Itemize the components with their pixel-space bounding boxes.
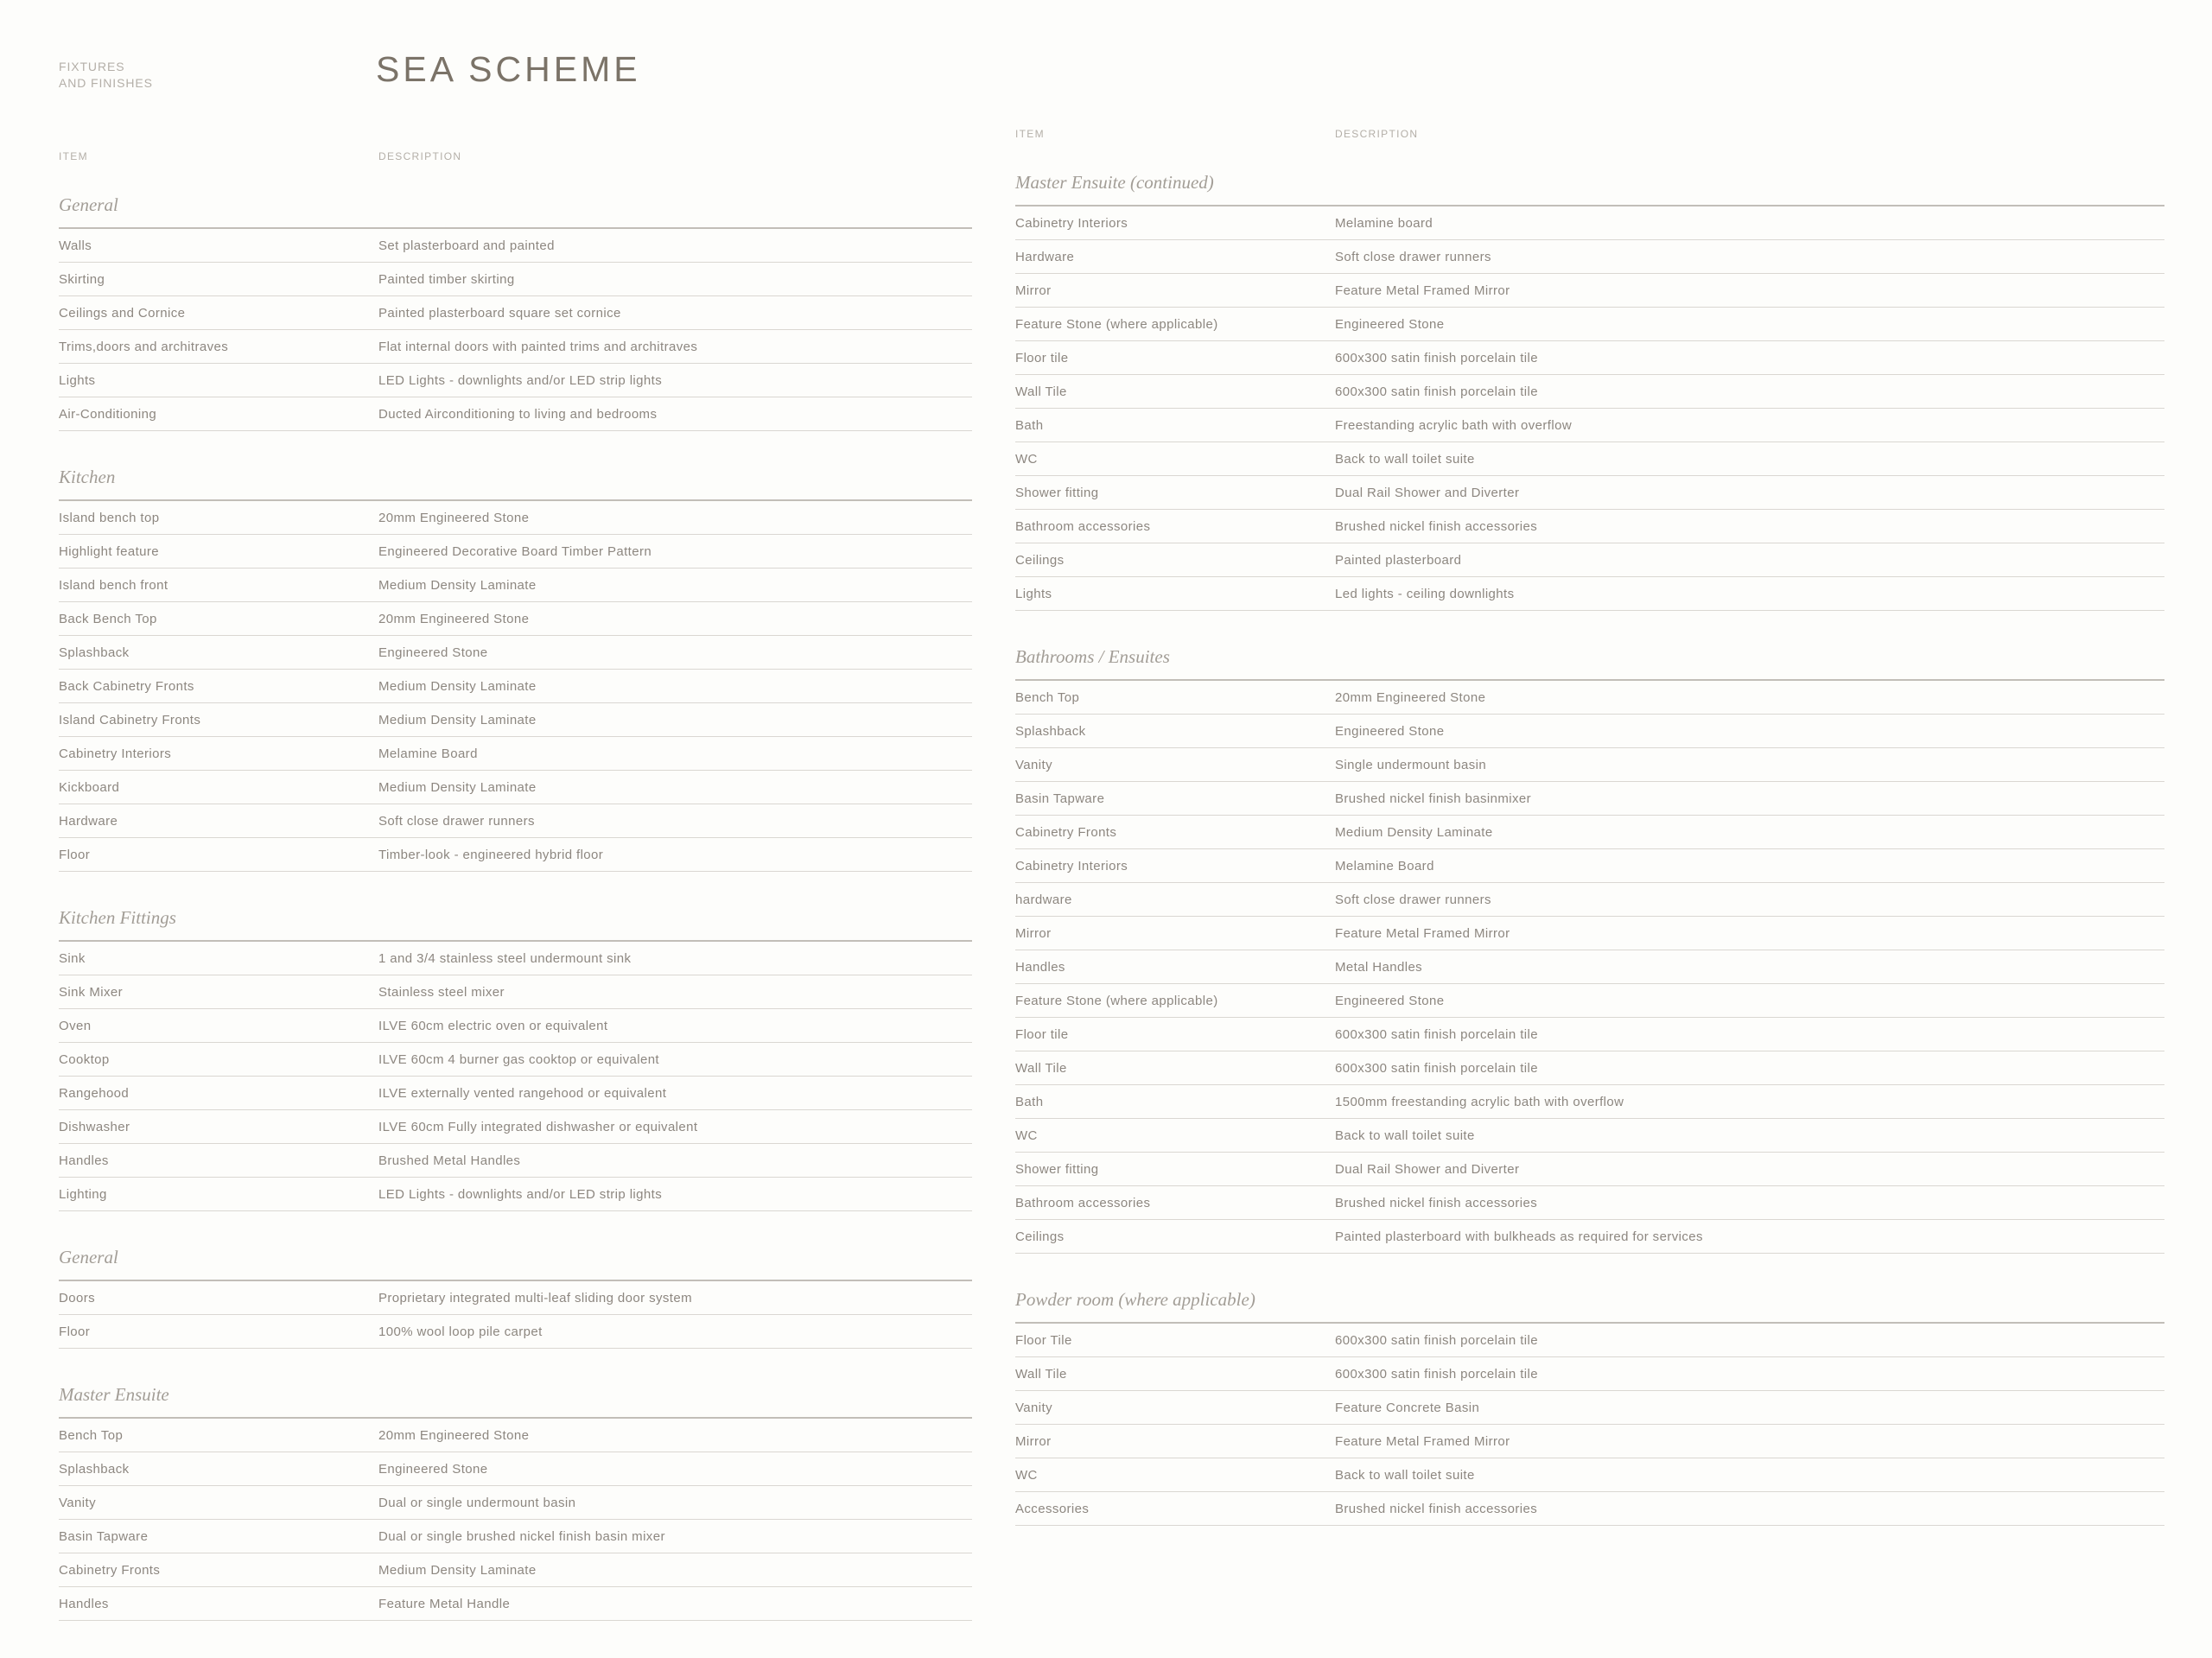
item-cell: hardware <box>1015 892 1072 907</box>
item-cell: Hardware <box>1015 249 1075 264</box>
section <box>59 906 972 1211</box>
table-row <box>1015 1391 2164 1425</box>
item-cell: Back Bench Top <box>59 611 157 626</box>
description-cell: ILVE 60cm 4 burner gas cooktop or equivalent <box>378 1051 660 1067</box>
description-cell: Single undermount basin <box>1335 757 1487 772</box>
section <box>1015 1288 2164 1526</box>
section-title: Master Ensuite (continued) <box>1015 171 2164 206</box>
description-cell: Dual or single brushed nickel finish basin mixer <box>378 1528 665 1544</box>
table-row <box>59 535 972 569</box>
description-cell: Back to wall toilet suite <box>1335 451 1475 467</box>
table-row <box>59 569 972 602</box>
item-cell: Floor <box>59 1324 91 1339</box>
table-row <box>1015 782 2164 816</box>
table-row <box>59 771 972 804</box>
table-row <box>1015 883 2164 917</box>
table-row <box>1015 206 2164 240</box>
item-cell: Shower fitting <box>1015 485 1099 500</box>
table-row <box>1015 543 2164 577</box>
table-row <box>59 330 972 364</box>
item-cell: Vanity <box>1015 757 1052 772</box>
table-row <box>59 364 972 397</box>
table-row <box>1015 1153 2164 1186</box>
table-row <box>59 602 972 636</box>
table-row <box>59 1110 972 1144</box>
section <box>1015 171 2164 611</box>
section-title: General <box>59 1246 972 1281</box>
description-cell: Melamine Board <box>378 746 478 761</box>
table-row <box>59 1419 972 1452</box>
description-cell: Brushed Metal Handles <box>378 1153 521 1168</box>
table-row <box>1015 715 2164 748</box>
table-row <box>1015 510 2164 543</box>
description-cell: Proprietary integrated multi-leaf sliding door system <box>378 1290 693 1305</box>
table-row <box>59 501 972 535</box>
description-cell: 600x300 satin finish porcelain tile <box>1335 384 1538 399</box>
item-cell: Wall Tile <box>1015 1366 1067 1382</box>
table-row <box>1015 816 2164 849</box>
table-row <box>1015 681 2164 715</box>
table-row <box>59 1315 972 1349</box>
item-cell: Kickboard <box>59 779 120 795</box>
description-cell: Melamine board <box>1335 215 1433 231</box>
page-title: SEA SCHEME <box>376 49 641 89</box>
table-row <box>59 1452 972 1486</box>
table-row <box>1015 1186 2164 1220</box>
description-cell: Medium Density Laminate <box>378 712 537 727</box>
item-cell: Rangehood <box>59 1085 130 1101</box>
description-cell: ILVE 60cm electric oven or equivalent <box>378 1018 608 1033</box>
table-row <box>1015 1357 2164 1391</box>
table-row <box>59 1281 972 1315</box>
table-row <box>59 636 972 670</box>
table-row <box>59 703 972 737</box>
eyebrow-line-1: FIXTURES <box>59 60 125 73</box>
description-column-header: DESCRIPTION <box>378 150 462 162</box>
item-column-header: ITEM <box>1015 128 1045 140</box>
section <box>59 1383 972 1621</box>
item-cell: Accessories <box>1015 1501 1090 1516</box>
table-row <box>1015 442 2164 476</box>
description-cell: Ducted Airconditioning to living and bedrooms <box>378 406 658 422</box>
table-row <box>59 942 972 975</box>
description-cell: Painted plasterboard square set cornice <box>378 305 621 321</box>
item-cell: Basin Tapware <box>59 1528 149 1544</box>
table-row <box>59 229 972 263</box>
description-cell: Flat internal doors with painted trims and architraves <box>378 339 698 354</box>
item-cell: Cabinetry Interiors <box>1015 215 1128 231</box>
table-row <box>59 296 972 330</box>
description-cell: Soft close drawer runners <box>1335 249 1491 264</box>
section-title: Kitchen Fittings <box>59 906 972 942</box>
description-cell: Engineered Stone <box>378 1461 488 1477</box>
table-row <box>1015 917 2164 950</box>
description-cell: Freestanding acrylic bath with overflow <box>1335 417 1573 433</box>
description-cell: Medium Density Laminate <box>378 577 537 593</box>
item-cell: Handles <box>59 1153 109 1168</box>
item-cell: Bathroom accessories <box>1015 1195 1151 1210</box>
item-cell: Sink <box>59 950 86 966</box>
item-cell: Basin Tapware <box>1015 791 1105 806</box>
item-cell: Handles <box>59 1596 109 1611</box>
table-row <box>1015 341 2164 375</box>
item-cell: Vanity <box>59 1495 96 1510</box>
item-cell: Wall Tile <box>1015 384 1067 399</box>
description-cell: Brushed nickel finish accessories <box>1335 1195 1538 1210</box>
description-cell: LED Lights - downlights and/or LED strip lights <box>378 372 663 388</box>
table-row <box>59 1486 972 1520</box>
description-cell: Brushed nickel finish accessories <box>1335 518 1538 534</box>
description-cell: Feature Metal Framed Mirror <box>1335 1433 1510 1449</box>
table-row <box>59 670 972 703</box>
description-cell: Dual Rail Shower and Diverter <box>1335 1161 1520 1177</box>
item-cell: Island Cabinetry Fronts <box>59 712 201 727</box>
item-cell: Cabinetry Interiors <box>59 746 172 761</box>
eyebrow-line-2: AND FINISHES <box>59 76 153 90</box>
item-cell: Bench Top <box>59 1427 124 1443</box>
description-cell: Engineered Stone <box>1335 723 1445 739</box>
section <box>1015 645 2164 1254</box>
description-cell: 20mm Engineered Stone <box>378 1427 530 1443</box>
item-cell: Bath <box>1015 417 1044 433</box>
table-row <box>1015 476 2164 510</box>
description-cell: 600x300 satin finish porcelain tile <box>1335 1060 1538 1076</box>
item-cell: Lights <box>1015 586 1052 601</box>
description-cell: Brushed nickel finish basinmixer <box>1335 791 1532 806</box>
description-cell: Led lights - ceiling downlights <box>1335 586 1515 601</box>
description-cell: Back to wall toilet suite <box>1335 1128 1475 1143</box>
table-row <box>1015 1220 2164 1254</box>
table-row <box>59 1553 972 1587</box>
item-column-header: ITEM <box>59 150 88 162</box>
description-cell: 1 and 3/4 stainless steel undermount sink <box>378 950 632 966</box>
item-cell: Bath <box>1015 1094 1044 1109</box>
table-row <box>59 1144 972 1178</box>
item-cell: Oven <box>59 1018 92 1033</box>
description-cell: Feature Metal Framed Mirror <box>1335 283 1510 298</box>
item-cell: WC <box>1015 1467 1038 1483</box>
table-row <box>1015 1085 2164 1119</box>
description-cell: 600x300 satin finish porcelain tile <box>1335 350 1538 365</box>
description-cell: 600x300 satin finish porcelain tile <box>1335 1332 1538 1348</box>
table-row <box>59 1587 972 1621</box>
section-title: General <box>59 194 972 229</box>
item-cell: Walls <box>59 238 92 253</box>
description-cell: Painted plasterboard with bulkheads as required for services <box>1335 1229 1703 1244</box>
description-cell: Dual Rail Shower and Diverter <box>1335 485 1520 500</box>
item-cell: Lights <box>59 372 96 388</box>
table-row <box>1015 577 2164 611</box>
description-cell: Medium Density Laminate <box>378 1562 537 1578</box>
description-cell: Dual or single undermount basin <box>378 1495 576 1510</box>
item-cell: Floor tile <box>1015 350 1069 365</box>
description-cell: 20mm Engineered Stone <box>378 510 530 525</box>
item-cell: Feature Stone (where applicable) <box>1015 993 1218 1008</box>
description-cell: 20mm Engineered Stone <box>1335 689 1486 705</box>
description-cell: Medium Density Laminate <box>1335 824 1493 840</box>
item-cell: Ceilings <box>1015 552 1065 568</box>
item-cell: Vanity <box>1015 1400 1052 1415</box>
item-cell: Doors <box>59 1290 96 1305</box>
description-cell: 1500mm freestanding acrylic bath with overflow <box>1335 1094 1624 1109</box>
item-cell: Hardware <box>59 813 118 829</box>
description-cell: 20mm Engineered Stone <box>378 611 530 626</box>
table-row <box>1015 1492 2164 1526</box>
description-cell: Medium Density Laminate <box>378 779 537 795</box>
table-row <box>59 263 972 296</box>
column-headers <box>1015 128 2164 140</box>
description-cell: Feature Concrete Basin <box>1335 1400 1480 1415</box>
item-cell: Splashback <box>59 1461 130 1477</box>
item-cell: Lighting <box>59 1186 107 1202</box>
item-cell: Ceilings and Cornice <box>59 305 186 321</box>
item-cell: Back Cabinetry Fronts <box>59 678 194 694</box>
description-cell: ILVE 60cm Fully integrated dishwasher or equivalent <box>378 1119 698 1134</box>
table-row <box>59 975 972 1009</box>
table-row <box>1015 1051 2164 1085</box>
item-cell: Dishwasher <box>59 1119 130 1134</box>
table-row <box>59 1178 972 1211</box>
table-row <box>1015 1458 2164 1492</box>
item-cell: Bathroom accessories <box>1015 518 1151 534</box>
description-cell: 600x300 satin finish porcelain tile <box>1335 1366 1538 1382</box>
description-cell: Back to wall toilet suite <box>1335 1467 1475 1483</box>
item-cell: Floor Tile <box>1015 1332 1072 1348</box>
item-cell: Sink Mixer <box>59 984 124 1000</box>
item-cell: Shower fitting <box>1015 1161 1099 1177</box>
description-cell: Engineered Stone <box>1335 993 1445 1008</box>
description-cell: Set plasterboard and painted <box>378 238 555 253</box>
table-row <box>1015 240 2164 274</box>
item-cell: WC <box>1015 1128 1038 1143</box>
table-row <box>1015 1425 2164 1458</box>
table-row <box>59 1009 972 1043</box>
table-row <box>59 737 972 771</box>
description-cell: Engineered Stone <box>378 645 488 660</box>
description-cell: Feature Metal Framed Mirror <box>1335 925 1510 941</box>
table-row <box>1015 308 2164 341</box>
item-cell: Bench Top <box>1015 689 1080 705</box>
description-cell: Soft close drawer runners <box>1335 892 1491 907</box>
description-cell: Engineered Decorative Board Timber Pattern <box>378 543 652 559</box>
table-row <box>59 838 972 872</box>
item-cell: Cabinetry Fronts <box>59 1562 161 1578</box>
description-cell: Medium Density Laminate <box>378 678 537 694</box>
description-cell: Engineered Stone <box>1335 316 1445 332</box>
description-cell: 600x300 satin finish porcelain tile <box>1335 1026 1538 1042</box>
item-cell: Island bench top <box>59 510 160 525</box>
description-column-header: DESCRIPTION <box>1335 128 1419 140</box>
description-cell: Timber-look - engineered hybrid floor <box>378 847 604 862</box>
item-cell: Cabinetry Interiors <box>1015 858 1128 873</box>
table-row <box>1015 1018 2164 1051</box>
table-row <box>1015 1119 2164 1153</box>
table-row <box>1015 274 2164 308</box>
section-title: Bathrooms / Ensuites <box>1015 645 2164 681</box>
item-cell: Air-Conditioning <box>59 406 157 422</box>
item-cell: Floor tile <box>1015 1026 1069 1042</box>
description-cell: ILVE externally vented rangehood or equivalent <box>378 1085 667 1101</box>
item-cell: Cooktop <box>59 1051 110 1067</box>
item-cell: Handles <box>1015 959 1065 975</box>
item-cell: Highlight feature <box>59 543 160 559</box>
item-cell: Ceilings <box>1015 1229 1065 1244</box>
item-cell: Splashback <box>1015 723 1086 739</box>
column-headers <box>59 150 972 162</box>
item-cell: WC <box>1015 451 1038 467</box>
section-title: Master Ensuite <box>59 1383 972 1419</box>
description-cell: Melamine Board <box>1335 858 1434 873</box>
table-row <box>1015 849 2164 883</box>
table-row <box>1015 950 2164 984</box>
item-cell: Wall Tile <box>1015 1060 1067 1076</box>
table-row <box>59 1077 972 1110</box>
item-cell: Trims,doors and architraves <box>59 339 229 354</box>
description-cell: Soft close drawer runners <box>378 813 535 829</box>
item-cell: Feature Stone (where applicable) <box>1015 316 1218 332</box>
item-cell: Mirror <box>1015 925 1052 941</box>
item-cell: Island bench front <box>59 577 168 593</box>
item-cell: Mirror <box>1015 1433 1052 1449</box>
right-spec-column <box>1015 128 2164 1560</box>
section-title: Powder room (where applicable) <box>1015 1288 2164 1324</box>
description-cell: Painted timber skirting <box>378 271 515 287</box>
item-cell: Mirror <box>1015 283 1052 298</box>
table-row <box>59 1043 972 1077</box>
description-cell: Metal Handles <box>1335 959 1423 975</box>
table-row <box>1015 1324 2164 1357</box>
table-row <box>1015 748 2164 782</box>
section <box>59 194 972 431</box>
table-row <box>59 397 972 431</box>
left-spec-column <box>59 150 972 1655</box>
description-cell: Painted plasterboard <box>1335 552 1462 568</box>
description-cell: Feature Metal Handle <box>378 1596 511 1611</box>
description-cell: Brushed nickel finish accessories <box>1335 1501 1538 1516</box>
description-cell: LED Lights - downlights and/or LED strip lights <box>378 1186 663 1202</box>
table-row <box>1015 409 2164 442</box>
item-cell: Splashback <box>59 645 130 660</box>
item-cell: Floor <box>59 847 91 862</box>
table-row <box>1015 984 2164 1018</box>
item-cell: Cabinetry Fronts <box>1015 824 1117 840</box>
section <box>59 1246 972 1349</box>
section-title: Kitchen <box>59 466 972 501</box>
description-cell: Stainless steel mixer <box>378 984 505 1000</box>
table-row <box>59 1520 972 1553</box>
table-row <box>1015 375 2164 409</box>
description-cell: 100% wool loop pile carpet <box>378 1324 543 1339</box>
item-cell: Skirting <box>59 271 105 287</box>
table-row <box>59 804 972 838</box>
section <box>59 466 972 872</box>
